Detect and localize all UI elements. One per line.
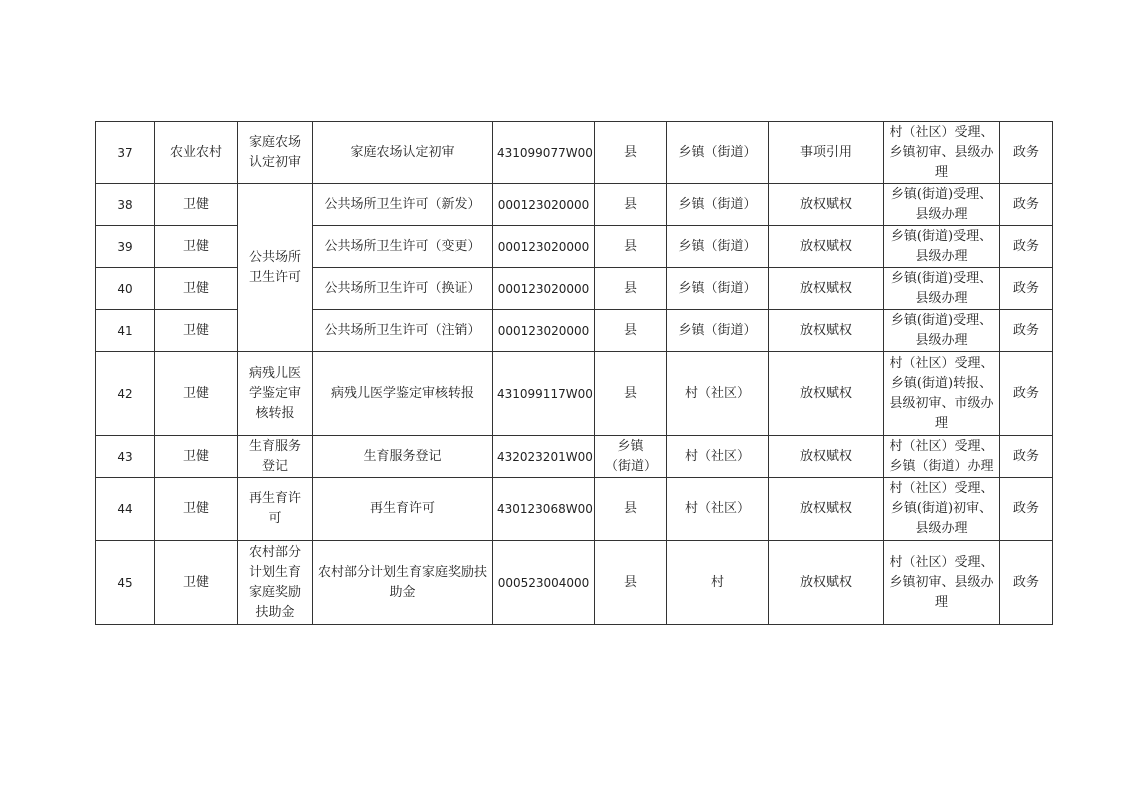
category-cell: 病残儿医学鉴定审核转报: [238, 352, 313, 436]
item-name-cell: 家庭农场认定初审: [313, 122, 493, 184]
delegation-mode-cell: 放权赋权: [769, 310, 884, 352]
target-level-cell: 乡镇（街道）: [667, 310, 769, 352]
handling-process-cell: 村（社区）受理、乡镇(街道)初审、县级办理: [884, 478, 1000, 541]
handling-process-cell: 村（社区）受理、乡镇初审、县级办理: [884, 541, 1000, 625]
category-cell: 公共场所卫生许可: [238, 184, 313, 352]
row-number: 38: [96, 184, 155, 226]
target-level-cell: 村（社区）: [667, 352, 769, 436]
origin-level-cell: 县: [595, 184, 667, 226]
handling-process-cell: 村（社区）受理、乡镇初审、县级办理: [884, 122, 1000, 184]
item-name-cell: 农村部分计划生育家庭奖励扶助金: [313, 541, 493, 625]
service-type-cell: 政务: [1000, 352, 1053, 436]
department-cell: 卫健: [155, 478, 238, 541]
item-code-cell: 000123020000: [493, 226, 595, 268]
service-type-cell: 政务: [1000, 541, 1053, 625]
handling-process-cell: 乡镇(街道)受理、县级办理: [884, 184, 1000, 226]
category-cell: 再生育许可: [238, 478, 313, 541]
category-cell: 农村部分计划生育家庭奖励扶助金: [238, 541, 313, 625]
service-type-cell: 政务: [1000, 226, 1053, 268]
item-code-cell: 431099117W00: [493, 352, 595, 436]
delegation-mode-cell: 放权赋权: [769, 436, 884, 478]
target-level-cell: 村: [667, 541, 769, 625]
table-row: [96, 352, 1053, 436]
item-code-cell: 000123020000: [493, 184, 595, 226]
item-name-cell: 公共场所卫生许可（换证）: [313, 268, 493, 310]
row-number: 45: [96, 541, 155, 625]
item-name-cell: 生育服务登记: [313, 436, 493, 478]
origin-level-cell: 县: [595, 268, 667, 310]
delegation-mode-cell: 放权赋权: [769, 226, 884, 268]
delegation-mode-cell: 放权赋权: [769, 352, 884, 436]
item-code-cell: 000123020000: [493, 310, 595, 352]
department-cell: 卫健: [155, 352, 238, 436]
table-row: [96, 122, 1053, 184]
table-row: [96, 184, 1053, 226]
handling-process-cell: 乡镇(街道)受理、县级办理: [884, 226, 1000, 268]
origin-level-cell: 乡镇（街道）: [595, 436, 667, 478]
item-name-cell: 公共场所卫生许可（变更）: [313, 226, 493, 268]
item-name-cell: 公共场所卫生许可（注销）: [313, 310, 493, 352]
handling-process-cell: 村（社区）受理、乡镇（街道）办理: [884, 436, 1000, 478]
origin-level-cell: 县: [595, 478, 667, 541]
row-number: 44: [96, 478, 155, 541]
items-table: [95, 121, 1053, 625]
service-type-cell: 政务: [1000, 122, 1053, 184]
item-code-cell: 432023201W00: [493, 436, 595, 478]
target-level-cell: 村（社区）: [667, 436, 769, 478]
item-code-cell: 000523004000: [493, 541, 595, 625]
item-code-cell: 430123068W00: [493, 478, 595, 541]
item-name-cell: 公共场所卫生许可（新发）: [313, 184, 493, 226]
row-number: 39: [96, 226, 155, 268]
delegation-mode-cell: 放权赋权: [769, 268, 884, 310]
row-number: 37: [96, 122, 155, 184]
category-cell: 家庭农场认定初审: [238, 122, 313, 184]
target-level-cell: 乡镇（街道）: [667, 122, 769, 184]
table-row: [96, 478, 1053, 541]
department-cell: 卫健: [155, 541, 238, 625]
item-name-cell: 再生育许可: [313, 478, 493, 541]
target-level-cell: 乡镇（街道）: [667, 226, 769, 268]
table-row: [96, 541, 1053, 625]
department-cell: 农业农村: [155, 122, 238, 184]
origin-level-cell: 县: [595, 541, 667, 625]
row-number: 42: [96, 352, 155, 436]
item-name-cell: 病残儿医学鉴定审核转报: [313, 352, 493, 436]
department-cell: 卫健: [155, 436, 238, 478]
department-cell: 卫健: [155, 226, 238, 268]
origin-level-cell: 县: [595, 352, 667, 436]
delegation-mode-cell: 放权赋权: [769, 478, 884, 541]
delegation-mode-cell: 事项引用: [769, 122, 884, 184]
origin-level-cell: 县: [595, 122, 667, 184]
target-level-cell: 乡镇（街道）: [667, 184, 769, 226]
target-level-cell: 乡镇（街道）: [667, 268, 769, 310]
service-type-cell: 政务: [1000, 310, 1053, 352]
item-code-cell: 000123020000: [493, 268, 595, 310]
delegation-mode-cell: 放权赋权: [769, 184, 884, 226]
category-cell: 生育服务登记: [238, 436, 313, 478]
department-cell: 卫健: [155, 310, 238, 352]
handling-process-cell: 村（社区）受理、乡镇(街道)转报、县级初审、市级办理: [884, 352, 1000, 436]
target-level-cell: 村（社区）: [667, 478, 769, 541]
service-type-cell: 政务: [1000, 268, 1053, 310]
handling-process-cell: 乡镇(街道)受理、县级办理: [884, 268, 1000, 310]
origin-level-cell: 县: [595, 310, 667, 352]
origin-level-cell: 县: [595, 226, 667, 268]
handling-process-cell: 乡镇(街道)受理、县级办理: [884, 310, 1000, 352]
department-cell: 卫健: [155, 184, 238, 226]
row-number: 43: [96, 436, 155, 478]
row-number: 41: [96, 310, 155, 352]
service-type-cell: 政务: [1000, 478, 1053, 541]
delegation-mode-cell: 放权赋权: [769, 541, 884, 625]
row-number: 40: [96, 268, 155, 310]
department-cell: 卫健: [155, 268, 238, 310]
item-code-cell: 431099077W00: [493, 122, 595, 184]
table-row: [96, 436, 1053, 478]
service-type-cell: 政务: [1000, 184, 1053, 226]
service-type-cell: 政务: [1000, 436, 1053, 478]
